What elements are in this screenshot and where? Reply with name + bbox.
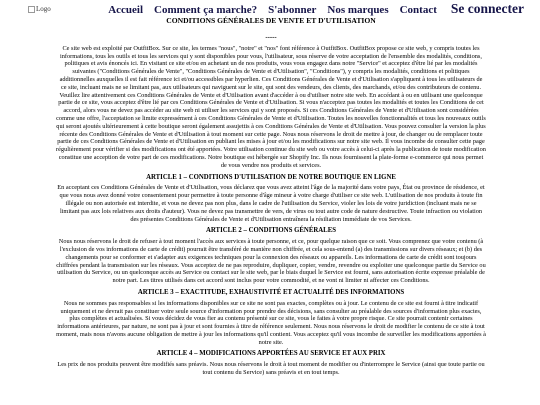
logo-alt-text: Logo <box>36 5 51 13</box>
section-body: En acceptant ces Conditions Générales de Vente et d'Utilisation, vous déclarez que vous avez atteint l'âge de la majorité dans votre pays, État ou province de résidence, et que vous nous avez donné votre consentement pour permettre à toute personne d'âge mineur à votre charge d'utiliser ce site web. L'utilisation de nos produits à toute fin illégale ou non autorisée est interdite, et vous ne devez pas non plus, dans le cadre de l'utilisation du Service, violer les lois de votre juridiction (incluant mais ne se limitant pas aux lois relatives aux droits d'auteur). Vous ne devez pas transmettre de vers, de virus ou tout autre code de nature destructive. Toute infraction ou violation des présentes Conditions Générales de Vente et d'Utilisation entraînera la résiliation immédiate de vos Services. <box>57 184 485 223</box>
login-link[interactable]: Se connecter <box>450 1 524 16</box>
section-title: ARTICLE 4 – MODIFICATIONS APPORTÉES AU SERVICE ET AUX PRIX <box>156 350 386 358</box>
section-body: Les prix de nos produits peuvent être modifiés sans préavis. Nous nous réservons le droit à tout moment de modifier ou d'interrompre le Service (ainsi que toute partie ou tout contenu du Service) sans préavis et en tout temps. <box>57 361 485 377</box>
logo[interactable] <box>28 5 51 13</box>
nav-link-contact[interactable]: Contact <box>399 4 437 16</box>
intro-paragraph: Ce site web est exploité par OutfitBox. Sur ce site, les termes "nous", "notre" et "nos" font référence à OutfitBox. OutfitBox propose ce site web, y compris toutes les informations, tous les outils et tous les services qui y sont disponibles pour vous, l'utilisateur, sous réserve de votre acceptation de l'ensemble des modalités, conditions, politiques et avis énoncés ici. En visitant ce site et/ou en achetant un de nos produits, vous vous engagez dans notre "Service" et acceptez d'être lié par les modalités suivantes ("Conditions Générales de Vente", "Conditions Générales de Vente et d'Utilisation", "Conditions"), y compris les modalités, conditions et politiques additionnelles auxquelles il est fait référence ici et/ou accessibles par hyperlien. Ces Conditions Générales de Vente et d'Utilisation s'appliquent à tous les utilisateurs de ce site, incluant mais ne se limitant pas, aux utilisateurs qui naviguent sur le site, qui sont des vendeurs, des clients, des marchands, et/ou des contributeurs de contenu. Veuillez lire attentivement ces Conditions Générales de Vente et d'Utilisation avant d'accéder à ou d'utiliser notre site web. En accédant à ou en utilisant une quelconque partie de ce site, vous acceptez d'être lié par ces Conditions Générales de Vente et d'Utilisation. Si vous n'acceptez pas toutes les modalités et toutes les Conditions de cet accord, alors vous ne devez pas accéder au site web ni utiliser les services qui y sont proposés. Si ces Conditions Générales de Vente et d'Utilisation sont considérées comme une offre, l'acceptation se limite expressément à ces Conditions Générales de Vente et d'Utilisation. Toutes les nouvelles fonctionnalités et tous les nouveaux outils qui seront ajoutés ultérieurement à cette boutique seront également assujettis à ces Conditions Générales de Vente et d'Utilisation. Vous pouvez consulter la version la plus récente des Conditions Générales de Vente et d'Utilisation à tout moment sur cette page. Nous nous réservons le droit de mettre à jour, de changer ou de remplacer toute partie de ces Conditions Générales de Vente et d'Utilisation en publiant les mises à jour et/ou les modifications sur notre site web. Il vous incombe de consulter cette page régulièrement pour vérifier si des modifications ont été apportées. Votre utilisation continue du site web ou votre accès à celui-ci après la publication de toute modification constitue une acception de votre part de ces modifications. Notre boutique est hébergée sur Shopify Inc. Ils nous fournissent la plate-forme e-commerce qui nous permet de vous vendre nos produits et services. <box>56 44 486 169</box>
intro-title: ----- <box>265 34 277 41</box>
terms-content <box>56 16 486 380</box>
section-body: Nous ne sommes pas responsables si les informations disponibles sur ce site ne sont pas exactes, complètes ou à jour. Le contenu de ce site est fourni à titre indicatif uniquement et ne devrait pas constituer votre seule source d'information pour prendre des décisions, sans consulter au préalable des sources d'information plus exactes, plus complètes et actualisées. Si vous décidez de vous fier au contenu présenté sur ce site, vous le faites à votre propre risque. Ce site pourrait contenir certaines informations antérieures, par nature, ne sont pas à jour et sont fournies à titre de référence seulement. Nous nous réservons le droit de modifier le contenu de ce site à tout moment, mais nous n'avons aucune obligation de mettre à jour les informations qu'il contient. Vous acceptez qu'il vous incombe de surveiller les modifications apportées à notre site. <box>56 299 486 346</box>
page-title: CONDITIONS GÉNÉRALES DE VENTE ET D'UTILISATION <box>166 16 376 25</box>
section-title: ARTICLE 2 – CONDITIONS GÉNÉRALES <box>205 227 337 235</box>
nav-link-comment-ca-marche[interactable]: Comment ça marche? <box>154 4 258 16</box>
nav-link-nos-marques[interactable]: Nos marques <box>327 4 389 16</box>
section-title: ARTICLE 3 – EXACTITUDE, EXHAUSTIVITÉ ET ACTUALITÉ DES INFORMATIONS <box>137 288 405 296</box>
header <box>0 0 540 16</box>
section-title: ARTICLE 1 – CONDITIONS D'UTILISATION DE NOTRE BOUTIQUE EN LIGNE <box>146 173 396 181</box>
broken-image-icon <box>28 6 35 13</box>
nav-link-accueil[interactable]: Accueil <box>108 4 144 16</box>
nav-link-sabonner[interactable]: S'abonner <box>268 4 317 16</box>
section-body: Nous nous réservons le droit de refuser à tout moment l'accès aux services à toute personne, et ce, pour quelque raison que ce soit. Vous comprenez que votre contenu (à l'exclusion de vos informations de carte de crédit) pourrait être transféré de manière non chiffrée, et cela sous-entend (a) des transmissions sur divers réseaux; et (b) des changements pour se conformer et s'adapter aux exigences techniques pour la connexion des réseaux ou appareils. Les informations de carte de crédit sont toujours chiffrées pendant la transmission sur les réseaux. Vous acceptez de ne pas reproduire, dupliquer, copier, vendre, revendre ou exploiter une quelconque partie du Service ou utilisation du Service, ou un quelconque accès au Service ou contact sur le site web, par le biais duquel le Service est fourni, sans autorisation écrite expresse préalable de notre part. Les titres utilisés dans cet accord sont inclus pour votre commodité, et ne vont ni limiter ni affecter ces Conditions. <box>56 238 486 285</box>
main-nav <box>108 1 524 17</box>
